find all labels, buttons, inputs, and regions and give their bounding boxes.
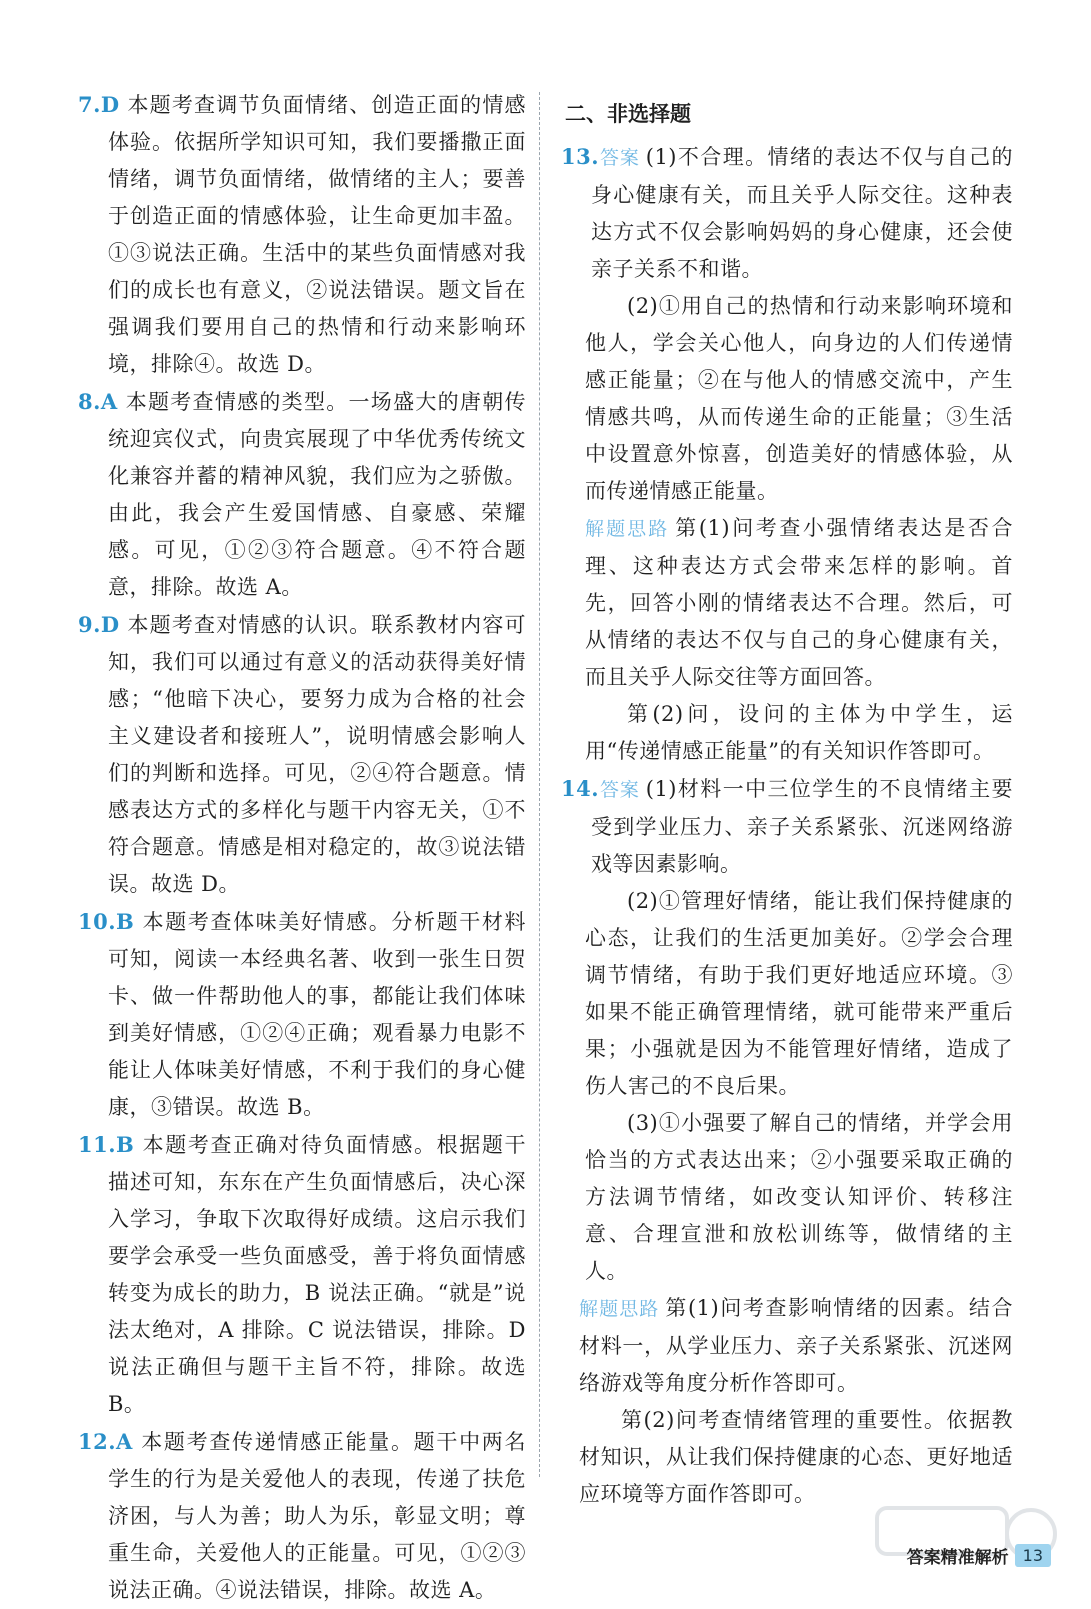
answer-item-7	[78, 86, 526, 383]
footer-label: 答案精准解析	[906, 1547, 1009, 1568]
answer-item-10	[78, 903, 526, 1126]
explanation-text: 本题考查对情感的认识。联系教材内容可知，我们可以通过有意义的活动获得美好情感；“他暗下决心，要努力成为合格的社会主义建设者和接班人”，说明情感会影响人们的判断和选择。可见，②④符合题意。情感表达方式的多样化与题干内容无关，①不符合题意。情感是相对稳定的，故③说法错误。故选 D。	[108, 613, 526, 896]
explanation-text: 本题考查情感的类型。一场盛大的唐朝传统迎宾仪式，向贵宾展现了中华优秀传统文化兼容并蓄的精神风貌，我们应为之骄傲。由此，我会产生爱国情感、自豪感、荣耀感。可见，①②③符合题意。④不符合题意，排除。故选 A。	[108, 390, 526, 599]
question-number: 11.B	[78, 1132, 135, 1157]
answer-item-13	[561, 138, 1013, 770]
analysis-part-2: 第(2)问，设问的主体为中学生，运用“传递情感正能量”的有关知识作答即可。	[585, 702, 1013, 763]
page-footer	[907, 1538, 1051, 1572]
question-number: 7.D	[78, 92, 120, 117]
column-divider	[539, 92, 540, 1477]
question-number: 8.A	[78, 389, 118, 414]
page-number: 13	[1015, 1544, 1051, 1567]
analysis-tag: 解题思路	[579, 1298, 660, 1320]
answer-item-9	[78, 606, 526, 903]
answer-part-1	[561, 770, 1013, 883]
answer-item-12	[78, 1423, 526, 1609]
answer-part-1	[561, 138, 1013, 288]
analysis-text: 第(1)问考查小强情绪表达是否合理、这种表达方式会带来怎样的影响。首先，回答小刚的情绪表达不合理。然后，可从情绪的表达不仅与自己的身心健康有关，而且关乎人际交往等方面回答。	[585, 516, 1013, 689]
left-column	[78, 86, 526, 1609]
answer-item-14	[561, 770, 1013, 1513]
explanation-text: 本题考查调节负面情绪、创造正面的情感体验。依据所学知识可知，我们要播撒正面情绪，调节负面情绪，做情绪的主人；要善于创造正面的情感体验，让生命更加丰盈。①③说法正确。生活中的某些负面情感对我们的成长也有意义，②说法错误。题文旨在强调我们要用自己的热情和行动来影响环境，排除④。故选 D。	[108, 93, 526, 376]
explanation-text: 本题考查传递情感正能量。题干中两名学生的行为是关爱他人的表现，传递了扶危济困，与人为善；助人为乐，彰显文明；尊重生命，关爱他人的正能量。可见，①②③说法正确。④说法错误，排除。故选 A。	[108, 1430, 526, 1602]
answer-part-3: (3)①小强要了解自己的情绪，并学会用恰当的方式表达出来；②小强要采取正确的方法调节情绪，如改变认知评价、转移注意、合理宣泄和放松训练等，做情绪的主人。	[585, 1111, 1013, 1283]
answer-tag: 答案	[599, 147, 640, 169]
explanation-text: 本题考查正确对待负面情感。根据题干描述可知，东东在产生负面情感后，决心深入学习，争取下次取得好成绩。这启示我们要学会承受一些负面感受，善于将负面情感转变为成长的助力，B 说法正确。“就是”说法太绝对，A 排除。C 说法错误，排除。D 说法正确但与题干主旨不符，排除。故选 B。	[108, 1133, 526, 1416]
answer-item-11	[78, 1126, 526, 1423]
analysis-text: 第(1)问考查影响情绪的因素。结合材料一，从学业压力、亲子关系紧张、沉迷网络游戏等角度分析作答即可。	[579, 1296, 1013, 1395]
question-number: 9.D	[78, 612, 120, 637]
answer-part-2: (2)①用自己的热情和行动来影响环境和他人，学会关心他人，向身边的人们传递情感正能量；②在与他人的情感交流中，产生情感共鸣，从而传递生命的正能量；③生活中设置意外惊喜，创造美好的情感体验，从而传递情感正能量。	[585, 294, 1013, 503]
right-column	[561, 86, 1013, 1513]
analysis-part-1	[561, 510, 1013, 696]
answer-text: (1)材料一中三位学生的不良情绪主要受到学业压力、亲子关系紧张、沉迷网络游戏等因素影响。	[591, 777, 1013, 876]
question-number: 12.A	[78, 1429, 133, 1454]
section-title: 二、非选择题	[565, 102, 691, 126]
analysis-part-1	[561, 1290, 1013, 1402]
question-number: 13.	[561, 144, 600, 169]
question-number: 14.	[561, 776, 600, 801]
analysis-tag: 解题思路	[585, 518, 670, 540]
analysis-part-2: 第(2)问考查情绪管理的重要性。依据教材知识，从让我们保持健康的心态、更好地适应环境等方面作答即可。	[579, 1408, 1013, 1506]
explanation-text: 本题考查体味美好情感。分析题干材料可知，阅读一本经典名著、收到一张生日贺卡、做一件帮助他人的事，都能让我们体味到美好情感，①②④正确；观看暴力电影不能让人体味美好情感，不利于我们的身心健康，③错误。故选 B。	[108, 910, 526, 1119]
answer-tag: 答案	[599, 779, 640, 801]
answer-part-2: (2)①管理好情绪，能让我们保持健康的心态，让我们的生活更加美好。②学会合理调节情绪，有助于我们更好地适应环境。③如果不能正确管理情绪，就可能带来严重后果；小强就是因为不能管理好情绪，造成了伤人害己的不良后果。	[585, 889, 1013, 1098]
answer-item-8	[78, 383, 526, 606]
answer-text: (1)不合理。情绪的表达不仅与自己的身心健康有关，而且关乎人际交往。这种表达方式不仅会影响妈妈的身心健康，还会使亲子关系不和谐。	[591, 145, 1013, 281]
question-number: 10.B	[78, 909, 135, 934]
